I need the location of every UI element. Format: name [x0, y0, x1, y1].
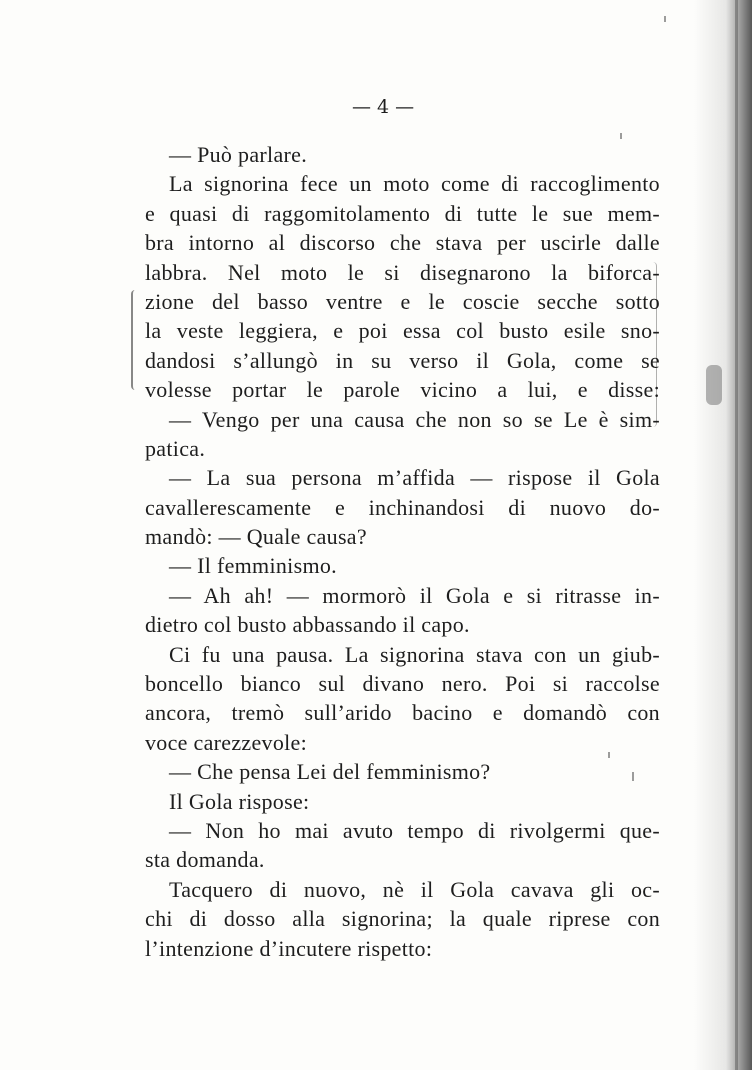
text-line: Ci fu una pausa. La signorina stava con un giub-: [169, 641, 660, 667]
text-line: La signorina fece un moto come di raccoglimento: [169, 171, 660, 197]
text-line: patica.: [145, 435, 206, 461]
speck: [620, 133, 622, 139]
text-line: e quasi di raggomitolamento di tutte le sue mem-: [145, 200, 660, 226]
text-line: — La sua persona m’affida — rispose il Gola: [169, 465, 660, 491]
text-line: labbra. Nel moto le si disegnarono la biforca-: [145, 259, 660, 285]
text-line: — Che pensa Lei del femminismo?: [169, 759, 491, 785]
speck: [664, 16, 666, 22]
text-line: chi di dosso alla signorina; la quale riprese con: [145, 906, 660, 932]
text-line: dietro col busto abbassando il capo.: [145, 612, 470, 638]
body-text: [145, 140, 660, 963]
text-line: bra intorno al discorso che stava per uscirle dalle: [145, 230, 660, 256]
text-line: — Può parlare.: [169, 142, 307, 167]
text-line: — Ah ah! — mormorò il Gola e si ritrasse in-: [169, 582, 660, 608]
scan-spot: [706, 365, 722, 405]
text-line: — Vengo per una causa che non so se Le è sim-: [169, 406, 660, 432]
text-line: sta domanda.: [145, 847, 265, 873]
page-number: — 4 —: [352, 96, 415, 118]
text-line: Il Gola rispose:: [169, 788, 310, 814]
text-line: cavallerescamente e inchinandosi di nuovo do-: [145, 494, 660, 520]
text-line: l’intenzione d’incutere rispetto:: [145, 935, 433, 961]
text-line: zione del basso ventre e le coscie secche sotto: [145, 288, 660, 314]
text-line: la veste leggiera, e poi essa col busto esile sno-: [145, 318, 660, 344]
text-line: dandosi s’allungò in su verso il Gola, come se: [145, 347, 660, 373]
text-line: voce carezzevole:: [145, 729, 308, 755]
text-line: — Il femminismo.: [169, 553, 337, 579]
text-line: mandò: — Quale causa?: [145, 524, 367, 550]
margin-mark-left: [131, 290, 139, 390]
text-line: Tacquero di nuovo, nè il Gola cavava gli oc-: [169, 876, 660, 902]
text-line: volesse portar le parole vicino a lui, e disse:: [145, 377, 660, 403]
text-line: boncello bianco sul divano nero. Poi si raccolse: [145, 671, 660, 697]
scan-shadow-edge: [694, 0, 752, 1070]
scan-edge-streak: [735, 0, 738, 1070]
text-line: — Non ho mai avuto tempo di rivolgermi que-: [169, 817, 660, 843]
text-line: ancora, tremò sull’arido bacino e domandò con: [145, 700, 660, 726]
